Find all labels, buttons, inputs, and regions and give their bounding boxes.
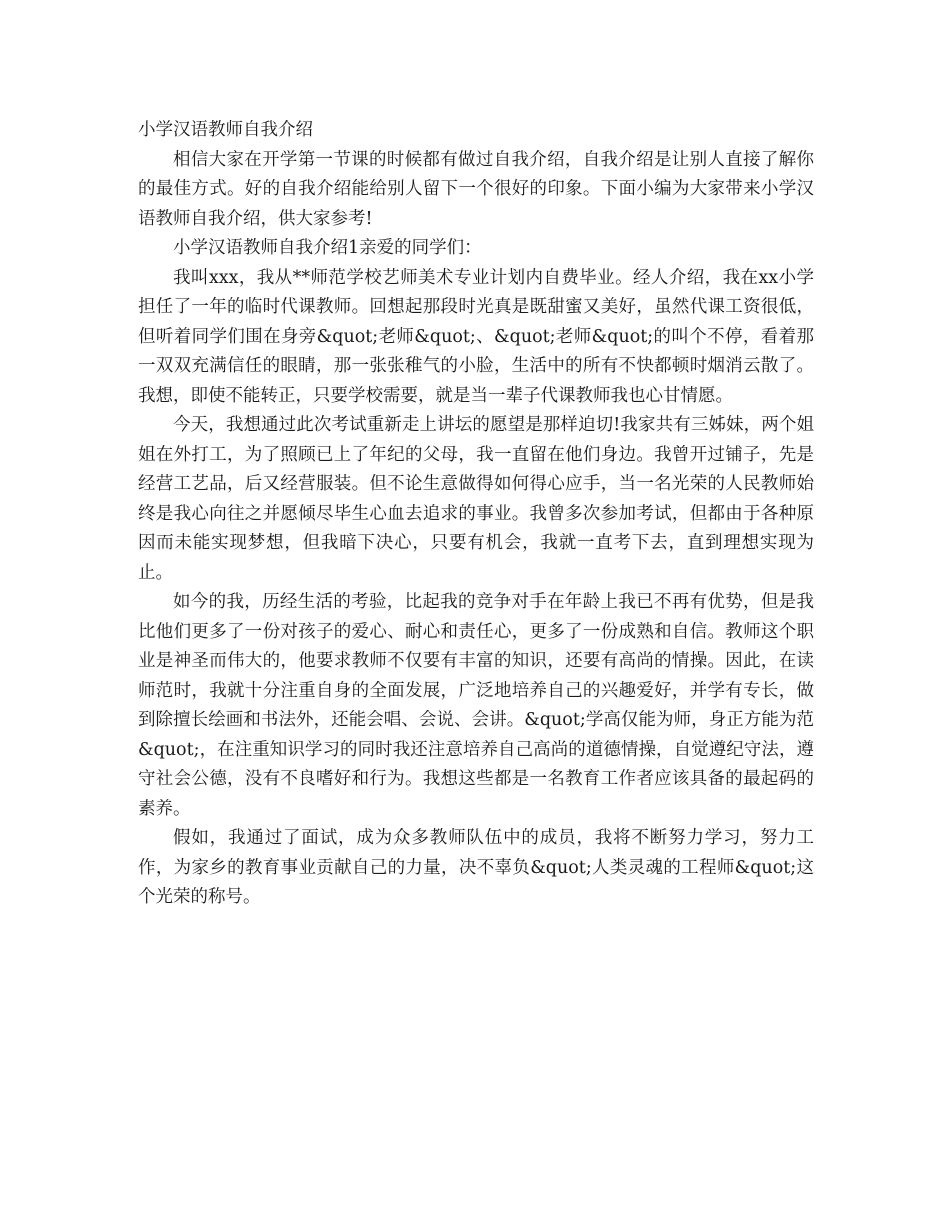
document-body — [138, 116, 814, 913]
closing-paragraph: 假如，我通过了面试，成为众多教师队伍中的成员，我将不断努力学习，努力工作，为家乡的教育事业贡献自己的力量，决不辜负&quot;人类灵魂的工程师&quot;这个光荣的称号。 — [138, 828, 814, 907]
greeting-paragraph: 小学汉语教师自我介绍1亲爱的同学们： — [173, 238, 482, 258]
aspiration-paragraph: 今天，我想通过此次考试重新走上讲坛的愿望是那样迫切!我家共有三姊妹，两个姐姐在外打工，为了照顾已上了年纪的父母，我一直留在他们身边。我曾开过铺子，先是经营工艺品，后又经营服装。但不论生意做得如何得心应手，当一名光荣的人民教师始终是我心向往之并愿倾尽毕生心血去追求的事业。我曾多次参加考试，但都由于各种原因而未能实现梦想，但我暗下决心，只要有机会，我就一直考下去，直到理想实现为止。 — [138, 415, 814, 583]
background-paragraph: 我叫xxx，我从**师范学校艺师美术专业计划内自费毕业。经人介绍，我在xx小学担任了一年的临时代课教师。回想起那段时光真是既甜蜜又美好，虽然代课工资很低，但听着同学们围在身旁&quot;老师&quot;、&quot;老师&quot;的叫个不停，看着那一双双充满信任的眼睛，那一张张稚气的小脸，生活中的所有不快都顿时烟消云散了。我想，即使不能转正，只要学校需要，就是当一辈子代课教师我也心甘情愿。 — [138, 267, 814, 406]
qualities-paragraph: 如今的我，历经生活的考验，比起我的竞争对手在年龄上我已不再有优势，但是我比他们更多了一份对孩子的爱心、耐心和责任心，更多了一份成熟和自信。教师这个职业是神圣而伟大的，他要求教师不仅要有丰富的知识，还要有高尚的情操。因此，在读师范时，我就十分注重自身的全面发展，广泛地培养自己的兴趣爱好，并学有专长，做到除擅长绘画和书法外，还能会唱、会说、会讲。&quot;学高仅能为师，身正方能为范&quot;，在注重知识学习的同时我还注意培养自己高尚的道德情操，自觉遵纪守法，遵守社会公德，没有不良嗜好和行为。我想这些都是一名教育工作者应该具备的最起码的素养。 — [138, 592, 814, 819]
document-title: 小学汉语教师自我介绍 — [138, 120, 313, 140]
intro-paragraph: 相信大家在开学第一节课的时候都有做过自我介绍，自我介绍是让别人直接了解你的最佳方式。好的自我介绍能给别人留下一个很好的印象。下面小编为大家带来小学汉语教师自我介绍，供大家参考! — [138, 149, 814, 229]
